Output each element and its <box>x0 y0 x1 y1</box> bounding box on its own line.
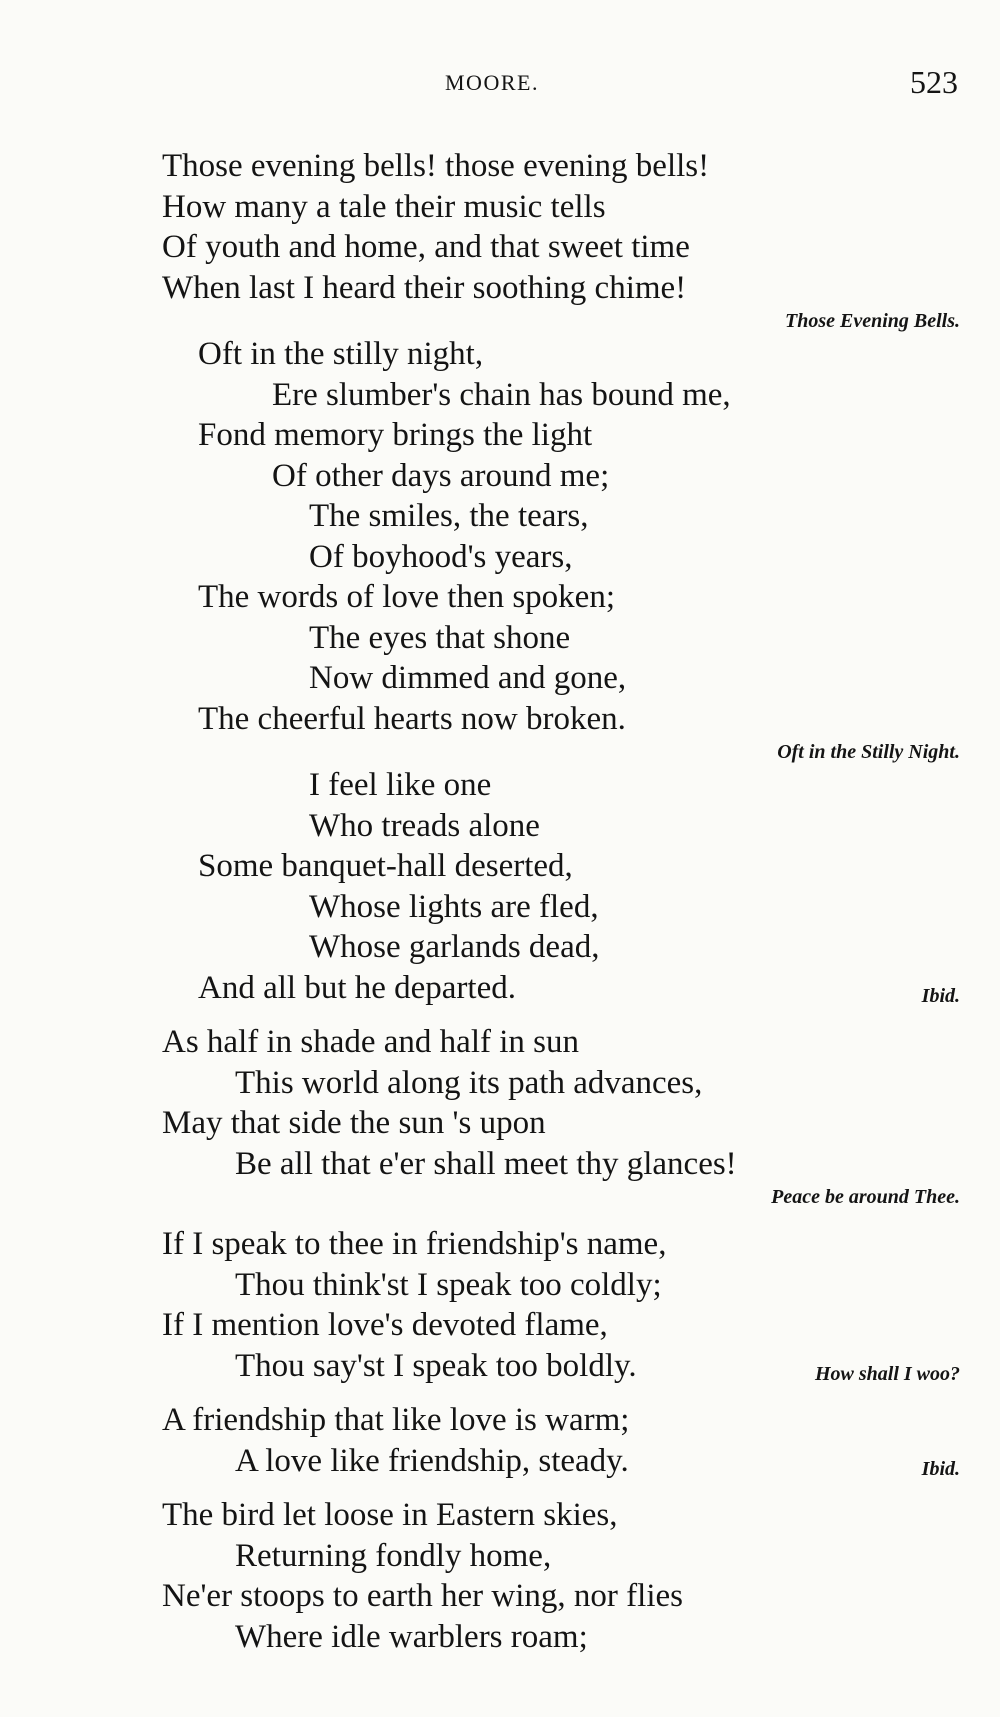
attribution: Those Evening Bells. <box>784 310 960 332</box>
verse-line: The bird let loose in Eastern skies, <box>162 1497 618 1533</box>
poem-content <box>0 146 1000 1657</box>
stanza-those-evening-bells <box>0 146 1000 334</box>
verse-line: Those evening bells! those evening bells! <box>162 148 710 184</box>
verse-line: If I speak to thee in friendship's name, <box>162 1226 667 1262</box>
attribution: How shall I woo? <box>814 1362 960 1385</box>
verse-line: Some banquet-hall deserted, <box>198 848 573 884</box>
stanza-oft-in-the-stilly-night <box>0 334 1000 765</box>
running-title: MOORE. <box>445 70 539 95</box>
stanza-the-bird-let-loose <box>0 1495 1000 1657</box>
verse-line-text: And all but he departed. <box>198 969 516 1006</box>
verse-line: Fond memory brings the light <box>198 417 593 453</box>
stanza-i-feel-like-one <box>0 765 1000 1008</box>
stanza-gap <box>0 1481 1000 1495</box>
verse-line <box>0 968 1000 1009</box>
stanza-peace-be-around-thee <box>0 1022 1000 1210</box>
verse-line: When last I heard their soothing chime! <box>162 269 687 306</box>
verse-line: Whose garlands dead, <box>309 929 600 965</box>
verse-line <box>0 1346 1000 1387</box>
verse-line: This world along its path advances, <box>235 1064 703 1101</box>
verse-line: I feel like one <box>309 767 492 803</box>
verse-line: May that side the sun 's upon <box>162 1105 546 1141</box>
verse-line-text: Thou say'st I speak too boldly. <box>235 1347 637 1384</box>
verse-line: Be all that e'er shall meet thy glances! <box>235 1145 737 1182</box>
verse-line: Of youth and home, and that sweet time <box>162 229 690 265</box>
running-head <box>0 64 1000 104</box>
verse-line: If I mention love's devoted flame, <box>162 1307 608 1343</box>
verse-line: The eyes that shone <box>309 619 571 656</box>
stanza-gap <box>0 1210 1000 1224</box>
verse-line: The cheerful hearts now broken. <box>198 700 626 737</box>
stanza-gap <box>0 1008 1000 1022</box>
verse-line: The smiles, the tears, <box>309 498 589 534</box>
verse-line: Returning fondly home, <box>235 1537 552 1574</box>
verse-line-text: A love like friendship, steady. <box>235 1442 629 1479</box>
verse-line: Of boyhood's years, <box>309 538 573 575</box>
verse-line: How many a tale their music tells <box>162 188 606 225</box>
verse-line: Ere slumber's chain has bound me, <box>272 376 731 413</box>
page-number: 523 <box>910 64 958 100</box>
verse-line: Now dimmed and gone, <box>309 660 627 696</box>
verse-line: Oft in the stilly night, <box>198 336 484 372</box>
verse-line: Whose lights are fled, <box>309 888 599 925</box>
verse-line: Where idle warblers roam; <box>235 1618 588 1655</box>
stanza-how-shall-i-woo <box>0 1224 1000 1386</box>
stanza-friendship <box>0 1400 1000 1481</box>
verse-line: Who treads alone <box>309 807 540 844</box>
verse-line: A friendship that like love is warm; <box>162 1402 630 1438</box>
verse-line: The words of love then spoken; <box>198 579 615 615</box>
attribution: Oft in the Stilly Night. <box>777 741 960 763</box>
attribution: Ibid. <box>921 984 960 1007</box>
verse-line: As half in shade and half in sun <box>162 1024 579 1060</box>
verse-line <box>0 1441 1000 1482</box>
attribution: Peace be around Thee. <box>771 1186 960 1208</box>
verse-line: Of other days around me; <box>272 457 610 494</box>
verse-line: Thou think'st I speak too coldly; <box>235 1266 662 1303</box>
attribution: Ibid. <box>921 1457 960 1480</box>
verse-line: Ne'er stoops to earth her wing, nor flies <box>162 1578 683 1614</box>
